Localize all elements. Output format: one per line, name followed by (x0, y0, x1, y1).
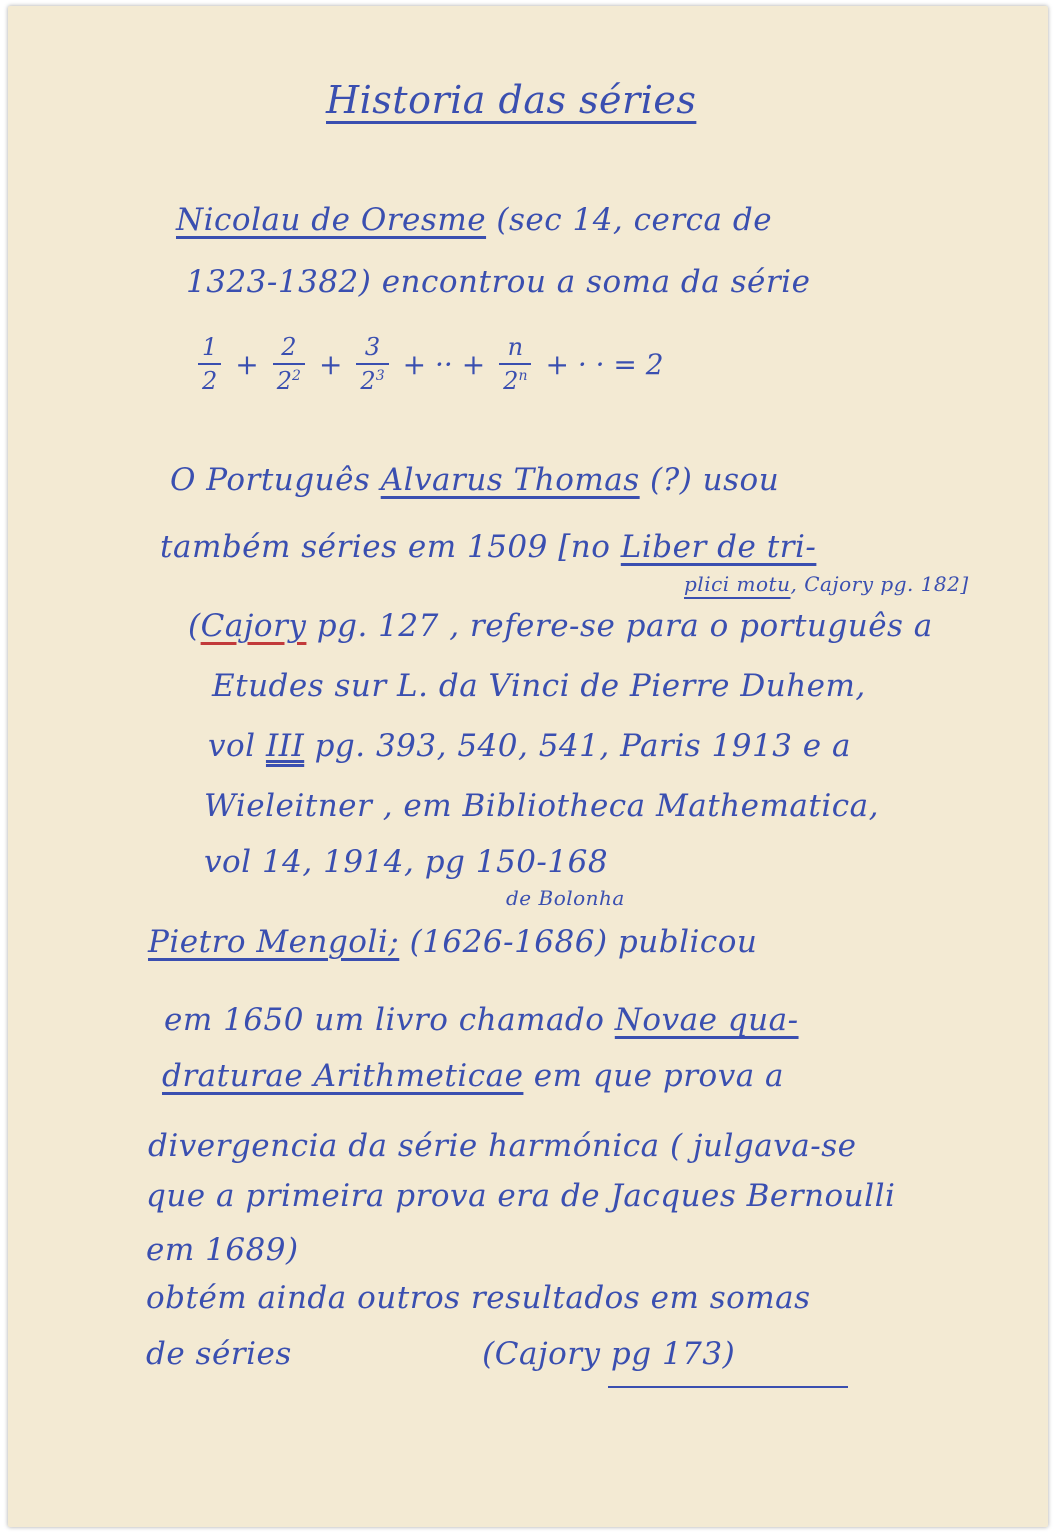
p3-ref: (Cajory pg 173) (482, 1336, 736, 1372)
series-formula (198, 324, 664, 404)
p3-line5: que a primeira prova era de Jacques Bernoulli (146, 1178, 896, 1214)
p3-insert: de Bolonha (506, 886, 625, 910)
p2-line3 (684, 572, 969, 596)
term-3-den (356, 369, 388, 393)
closing-rule (608, 1386, 848, 1388)
p3-line7: obtém ainda outros resultados em somas (146, 1280, 811, 1316)
term-1-den: 2 (202, 367, 218, 395)
p2-line4 (188, 608, 933, 644)
term-2-bar (273, 363, 305, 365)
p2-line4-rest: pg. 127 , refere-se para o português a (316, 608, 933, 644)
p2-ref: , Cajory pg. 182] (790, 572, 969, 596)
term-n-bar (499, 363, 531, 365)
term-3 (356, 335, 388, 393)
p3-name: Pietro Mengoli; (148, 924, 400, 960)
p3-line3 (162, 1058, 784, 1094)
term-2-den (273, 369, 305, 393)
p2-line2 (160, 529, 816, 565)
term-n-exp: n (518, 368, 528, 384)
formula-dots: + ·· + (402, 347, 486, 381)
p2-book-b: plici motu (684, 572, 791, 596)
p2-line5: Etudes sur L. da Vinci de Pierre Duhem, (212, 668, 866, 704)
p1-line1 (176, 202, 772, 238)
term-n (499, 335, 531, 393)
term-2 (273, 335, 305, 393)
p3-line4: divergencia da série harmónica ( julgava-se (148, 1128, 857, 1164)
p2-line6 (208, 728, 851, 764)
plus-2: + (318, 347, 343, 381)
p3-line2 (164, 1002, 799, 1038)
p3-line1 (148, 924, 757, 960)
term-n-den (499, 369, 531, 393)
term-2-base: 2 (276, 367, 293, 395)
term-3-exp: 3 (375, 368, 385, 384)
paper-sheet (8, 6, 1048, 1527)
p2-line7: Wieleitner , em Bibliotheca Mathematica, (204, 788, 879, 824)
term-3-bar (356, 363, 388, 365)
p3-book-a: Novae qua- (614, 1002, 799, 1038)
p2-line6-rest: pg. 393, 540, 541, Paris 1913 e a (314, 728, 851, 764)
p2-roman: III (265, 728, 305, 764)
plus-1: + (235, 347, 259, 381)
p2-line1-b: (?) usou (650, 462, 780, 498)
p1-line1-rest: (sec 14, cerca de (496, 202, 773, 238)
term-2-num: 2 (281, 333, 297, 361)
p3-line8 (146, 1336, 735, 1372)
p2-book-a: Liber de tri- (620, 529, 817, 565)
term-3-num: 3 (364, 333, 381, 361)
p3-line3-rest: em que prova a (533, 1058, 785, 1094)
p2-vol: vol (208, 728, 256, 764)
p2-line8: vol 14, 1914, pg 150-168 (204, 844, 609, 880)
term-2-exp: 2 (292, 368, 301, 384)
formula-tail: + · · = 2 (545, 347, 664, 381)
p2-line2-a: também séries em 1509 [no (160, 529, 611, 565)
term-1 (198, 335, 221, 393)
term-3-base: 2 (360, 367, 376, 395)
p1-line2: 1323-1382) encontrou a soma da série (186, 264, 811, 300)
p1-name: Nicolau de Oresme (176, 202, 487, 238)
p2-name: Alvarus Thomas (380, 462, 640, 498)
p2-cajory: Cajory (200, 608, 307, 644)
p3-line2-a: em 1650 um livro chamado (164, 1002, 605, 1038)
term-1-num: 1 (202, 333, 218, 361)
p2-line1-a: O Português (170, 462, 371, 498)
term-n-num: n (507, 333, 524, 361)
term-n-base: 2 (503, 367, 519, 395)
p2-line1 (170, 462, 779, 498)
p2-paren: ( (188, 608, 201, 644)
p3-line6: em 1689) (146, 1232, 299, 1268)
page-title: Historia das séries (326, 78, 697, 122)
p3-book-b: draturae Arithmeticae (162, 1058, 524, 1094)
p3-line8-a: de séries (146, 1336, 292, 1372)
p3-line1-rest: (1626-1686) publicou (409, 924, 758, 960)
term-1-bar (198, 363, 221, 365)
